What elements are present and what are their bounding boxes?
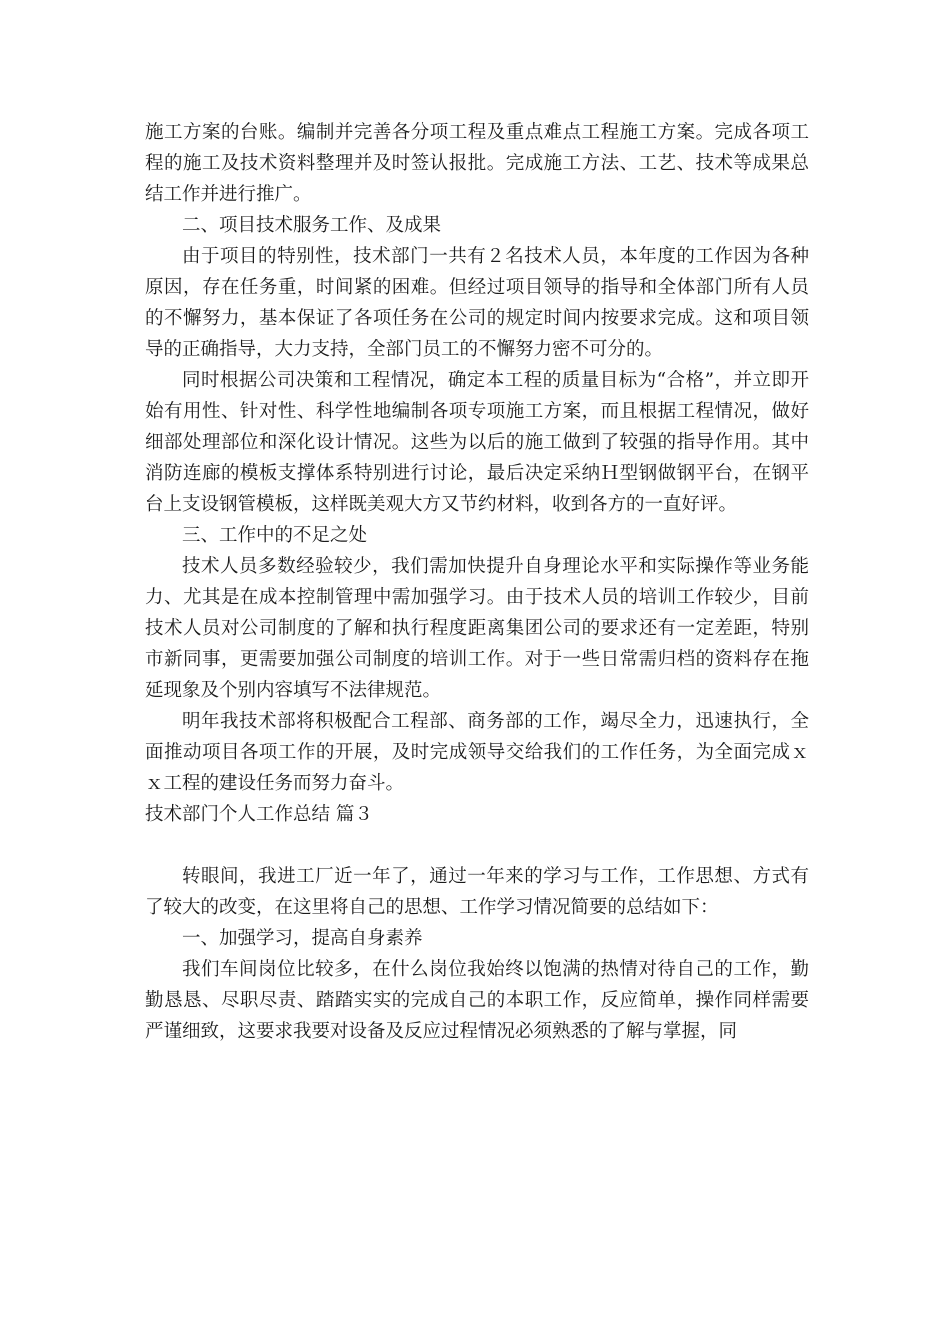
paragraph: 由于项目的特别性，技术部门一共有２名技术人员，本年度的工作因为各种原因，存在任务重，时间紧的困难。但经过项目领导的指导和全体部门所有人员的不懈努力，基本保证了各项任务在公司的规定时间内按要求完成。这和项目领导的正确指导，大力支持，全部门员工的不懈努力密不可分的。 (145, 246, 809, 360)
paragraph: 转眼间，我进工厂近一年了，通过一年来的学习与工作，工作思想、方式有了较大的改变，在这里将自己的思想、工作学习情况简要的总结如下： (145, 866, 809, 918)
blank-line (145, 830, 809, 861)
section-heading: 三、工作中的不足之处 (182, 525, 368, 546)
paragraph: 同时根据公司决策和工程情况，确定本工程的质量目标为“合格”，并立即开始有用性、针对性、科学性地编制各项专项施工方案，而且根据工程情况，做好细部处理部位和深化设计情况。这些为以后的施工做到了较强的指导作用。其中消防连廊的模板支撑体系特别进行讨论，最后决定采纳Ｈ型钢做钢平台，在钢平台上支设钢管模板，这样既美观大方又节约材料，收到各方的一直好评。 (145, 370, 809, 515)
section-heading: 二、项目技术服务工作、及成果 (182, 215, 442, 236)
paragraph: 我们车间岗位比较多，在什么岗位我始终以饱满的热情对待自己的工作，勤勤恳恳、尽职尽责、踏踏实实的完成自己的本职工作，反应简单，操作同样需要严谨细致，这要求我要对设备及反应过程情况必须熟悉的了解与掌握，同 (145, 959, 809, 1042)
article-title: 技术部门个人工作总结 篇３ (145, 804, 373, 825)
paragraph: 明年我技术部将积极配合工程部、商务部的工作，竭尽全力，迅速执行，全面推动项目各项工作的开展，及时完成领导交给我们的工作任务，为全面完成ｘｘ工程的建设任务而努力奋斗。 (145, 711, 809, 794)
paragraph: 技术人员多数经验较少，我们需加快提升自身理论水平和实际操作等业务能力、尤其是在成本控制管理中需加强学习。由于技术人员的培训工作较少，目前技术人员对公司制度的了解和执行程度距离集团公司的要求还有一定差距，特别市新同事，更需要加强公司制度的培训工作。对于一些日常需归档的资料存在拖延现象及个别内容填写不法律规范。 (145, 556, 809, 701)
document-body (145, 117, 809, 1047)
paragraph: 施工方案的台账。编制并完善各分项工程及重点难点工程施工方案。完成各项工程的施工及技术资料整理并及时签认报批。完成施工方法、工艺、技术等成果总结工作并进行推广。 (145, 122, 809, 205)
section-heading: 一、加强学习，提高自身素养 (182, 928, 423, 949)
